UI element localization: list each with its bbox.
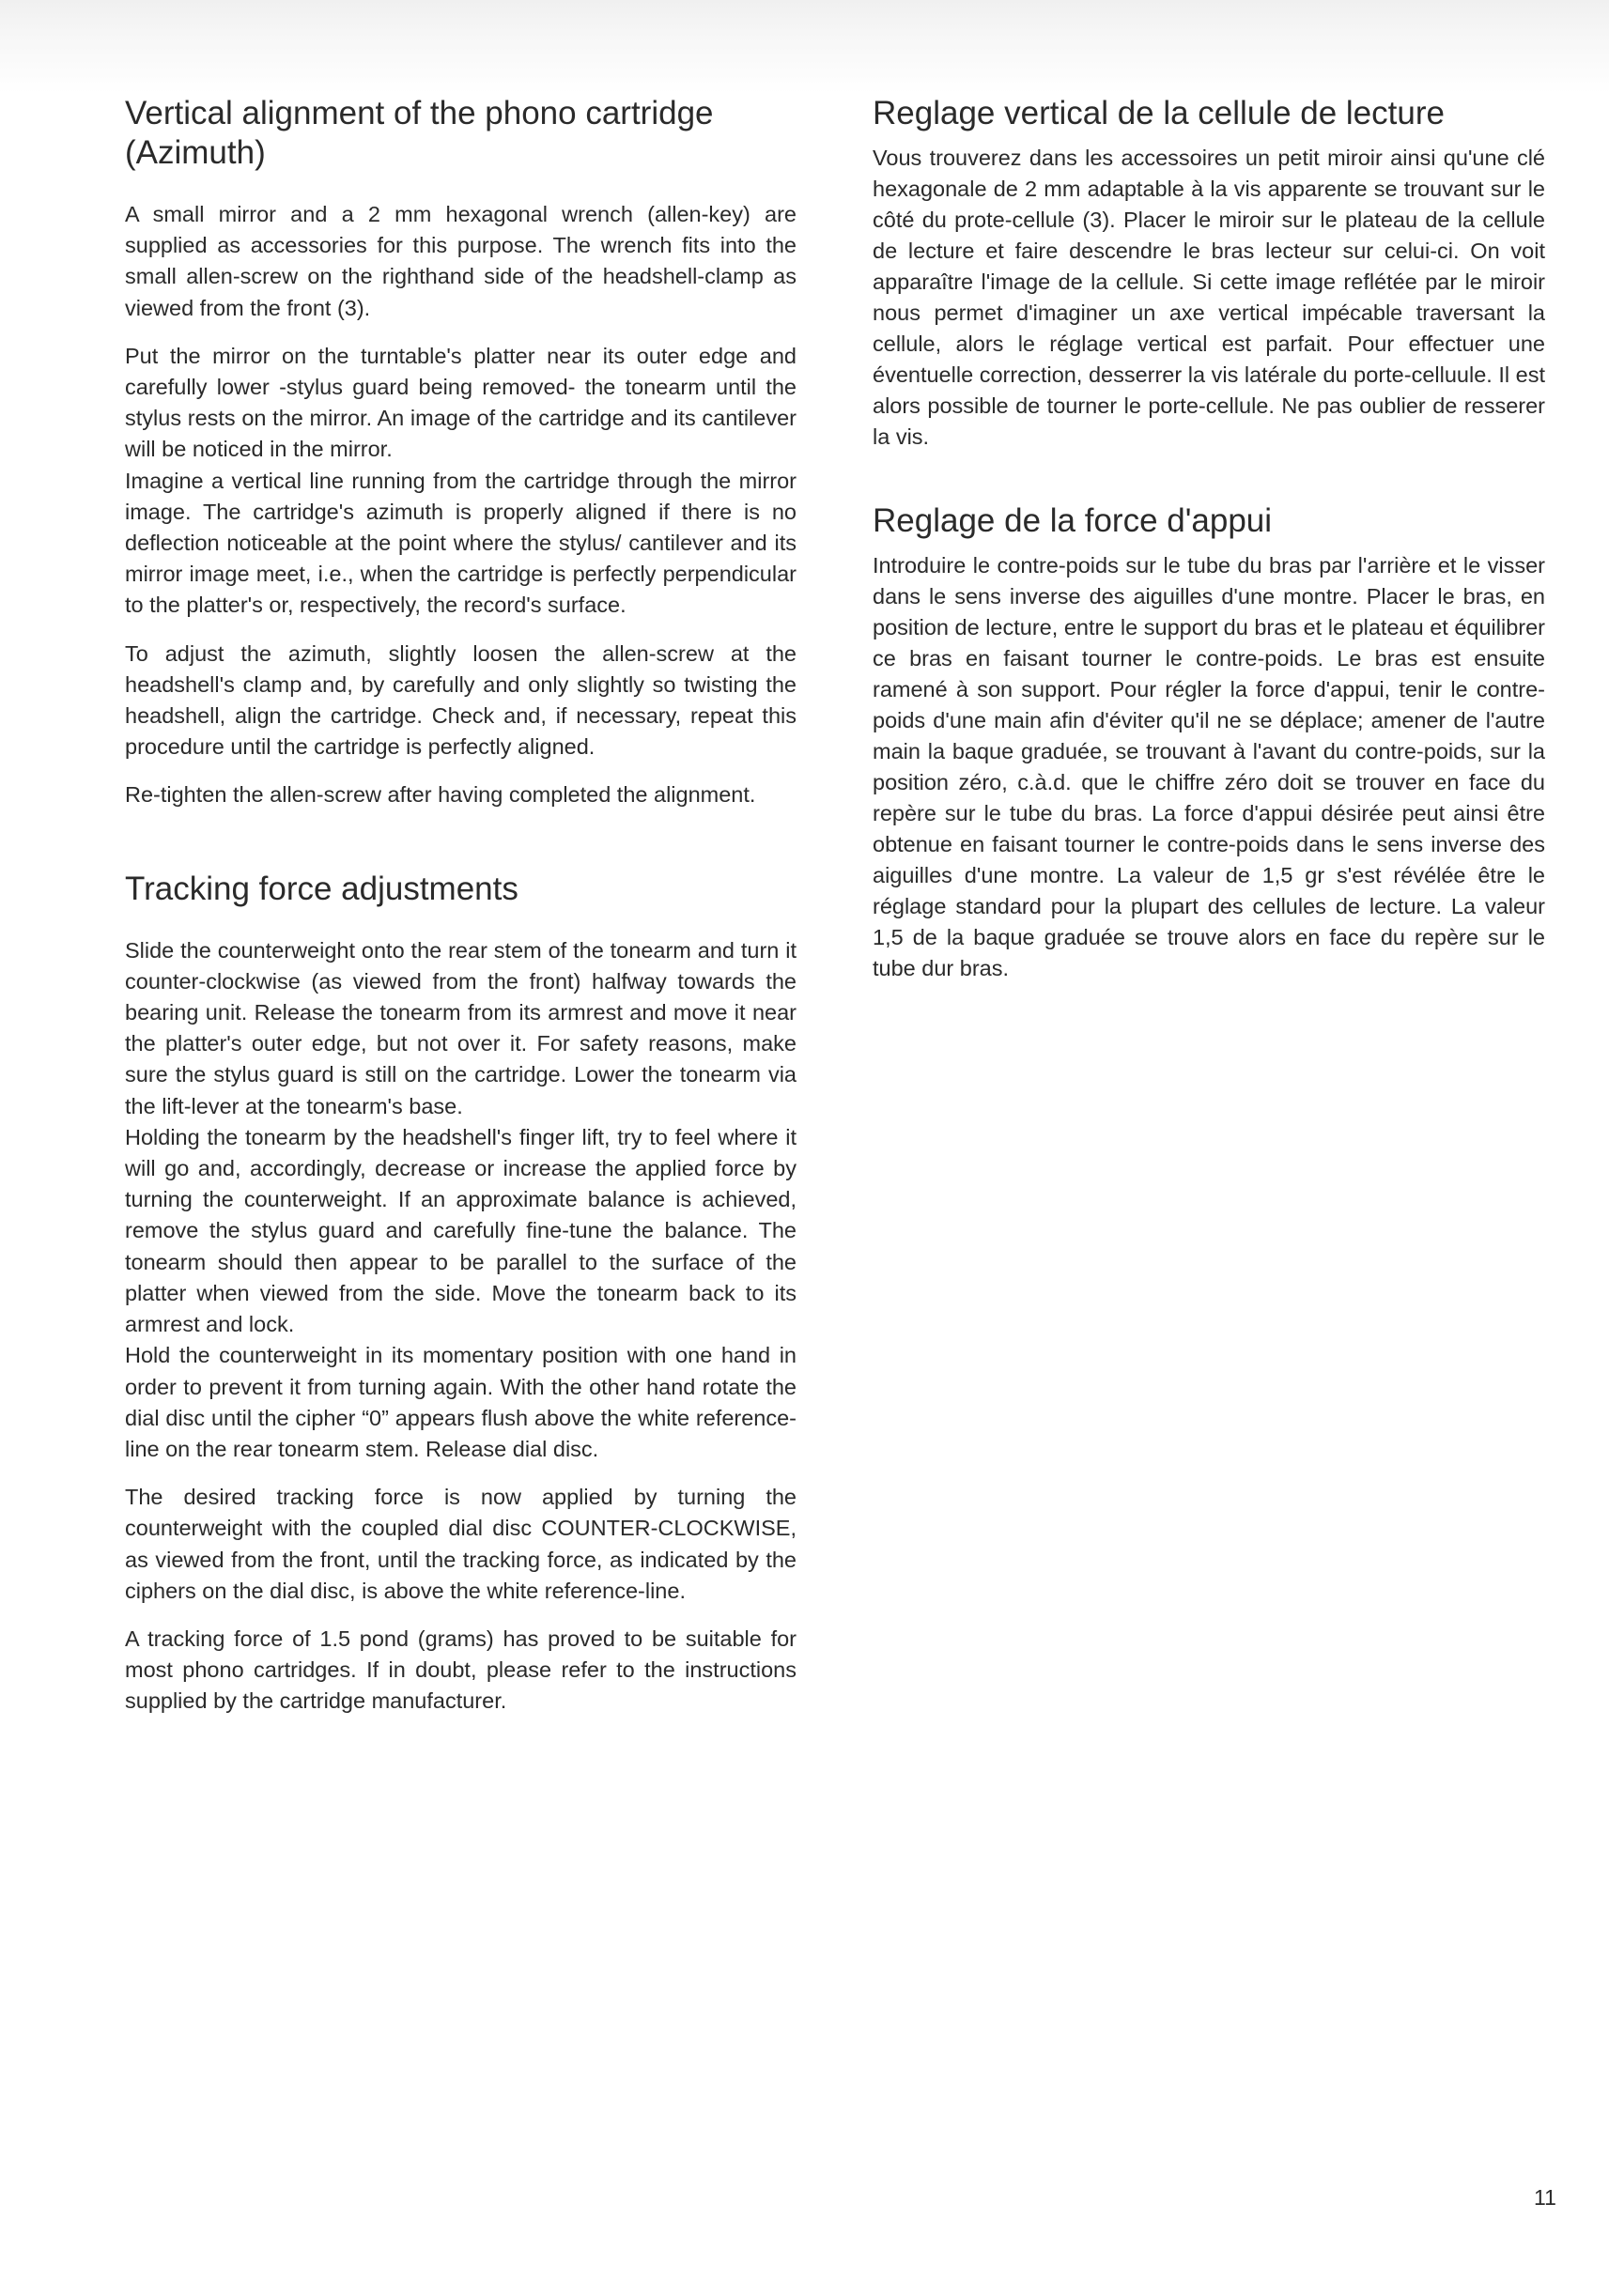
section-title-tracking-force: Tracking force adjustments	[125, 870, 518, 907]
paragraph: To adjust the azimuth, slightly loosen the allen-screw at the headshell's clamp and, by carefully and only slightly so twisting the headshell, align the cartridge. Check and, if necessary, repeat this procedure until the cartridge is perfectly aligned.	[125, 640, 797, 760]
section-title-force-appui: Reglage de la force d'appui	[873, 502, 1273, 539]
paragraph: Hold the counterweight in its momentary position with one hand in order to prevent it from turning again. With the other hand rotate the dial disc until the cipher “0” appears flush above the white reference-line on the rear tonearm stem. Release dial disc.	[125, 1343, 797, 1461]
paragraph: The desired tracking force is now applied by turning the counterweight with the coupled dial disc COUNTER-CLOCKWISE, as viewed from the front, until the tracking force, as indicated by the ciphers on the dial disc, is above the white reference-line.	[125, 1485, 797, 1603]
section-title-azimuth: Vertical alignment of the phono cartridge (Azimuth)	[125, 95, 714, 171]
paragraph: Holding the tonearm by the headshell's finger lift, try to feel where it will go and, accordingly, decrease or increase the applied force by turning the counterweight. If an approximate balance is achieved, remove the stylus guard and carefully fine-tune the balance. The tonearm should then appear to be parallel to the surface of the platter when viewed from the side. Move the tonearm back to its armrest and lock.	[125, 1124, 797, 1337]
paragraph: A small mirror and a 2 mm hexagonal wrench (allen-key) are supplied as accessories for this purpose. The wrench fits into the small allen-screw on the righthand side of the headshell-clamp as viewed from the front (3).	[125, 202, 797, 320]
section-title-reglage-vertical: Reglage vertical de la cellule de lecture	[873, 95, 1445, 131]
paragraph: Vous trouverez dans les accessoires un petit miroir ainsi qu'une clé hexagonale de 2 mm adaptable à la vis apparente se trouvant sur le côté du prote-cellule (3). Placer le miroir sur le plateau de la cellule de lecture et faire descendre le bras lecteur sur celui-ci. On voit apparaître l'image de la cellule. Si cette image reflétée par le miroir nous permet d'imaginer un axe vertical impécable traversant la cellule, alors le réglage vertical est parfait. Pour effectuer une éventuelle correction, desserrer la vis latérale du porte-celluule. Il est alors possible de tourner le porte-cellule. Ne pas oublier de resserer la vis.	[873, 146, 1545, 449]
french-column	[873, 94, 1545, 1001]
paragraph: Re-tighten the allen-screw after having completed the alignment.	[125, 782, 756, 808]
paragraph: Put the mirror on the turntable's platter near its outer edge and carefully lower -stylus guard being removed- the tonearm until the stylus rests on the mirror. An image of the cartridge and its cantilever will be noticed in the mirror.	[125, 343, 797, 462]
scan-shading	[0, 0, 1609, 94]
page-number: 11	[1534, 2185, 1556, 2210]
english-column	[125, 94, 797, 1734]
paragraph: Imagine a vertical line running from the cartridge through the mirror image. The cartridge's azimuth is properly aligned if there is no deflection noticeable at the point where the stylus/ cantilever and its mirror image meet, i.e., when the cartridge is perfectly perpendicular to the platter's or, respectively, the record's surface.	[125, 468, 797, 618]
paragraph: Introduire le contre-poids sur le tube du bras par l'arrière et le visser dans le sens inverse des aiguilles d'une montre. Placer le bras, en position de lecture, entre le support du bras et le plateau et équilibrer ce bras en faisant tourner le contre-poids. Le bras est ensuite ramené à son support. Pour régler la force d'appui, tenir le contre-poids d'une main afin d'éviter qu'il ne se déplace; amener de l'autre main la baque graduée, se trouvant à l'avant du contre-poids, sur la position zéro, c.à.d. que le chiffre zéro doit se trouver en face du repère sur le tube du bras. La force d'appui désirée peut ainsi être obtenue en faisant tourner le contre-poids dans le sens inverse des aiguilles d'une montre. La valeur de 1,5 gr s'est révélée être le réglage standard pour la plupart des cellules de lecture. La valeur 1,5 de la baque graduée se trouve alors en face du repère sur le tube dur bras.	[873, 553, 1545, 980]
paragraph: A tracking force of 1.5 pond (grams) has proved to be suitable for most phono cartridges. If in doubt, please refer to the instructions supplied by the cartridge manufacturer.	[125, 1626, 797, 1714]
paragraph: Slide the counterweight onto the rear stem of the tonearm and turn it counter-clockwise (as viewed from the front) halfway towards the bearing unit. Release the tonearm from its armrest and move it near the platter's outer edge, but not over it. For safety reasons, make sure the stylus guard is still on the cartridge. Lower the tonearm via the lift-lever at the tonearm's base.	[125, 937, 797, 1118]
